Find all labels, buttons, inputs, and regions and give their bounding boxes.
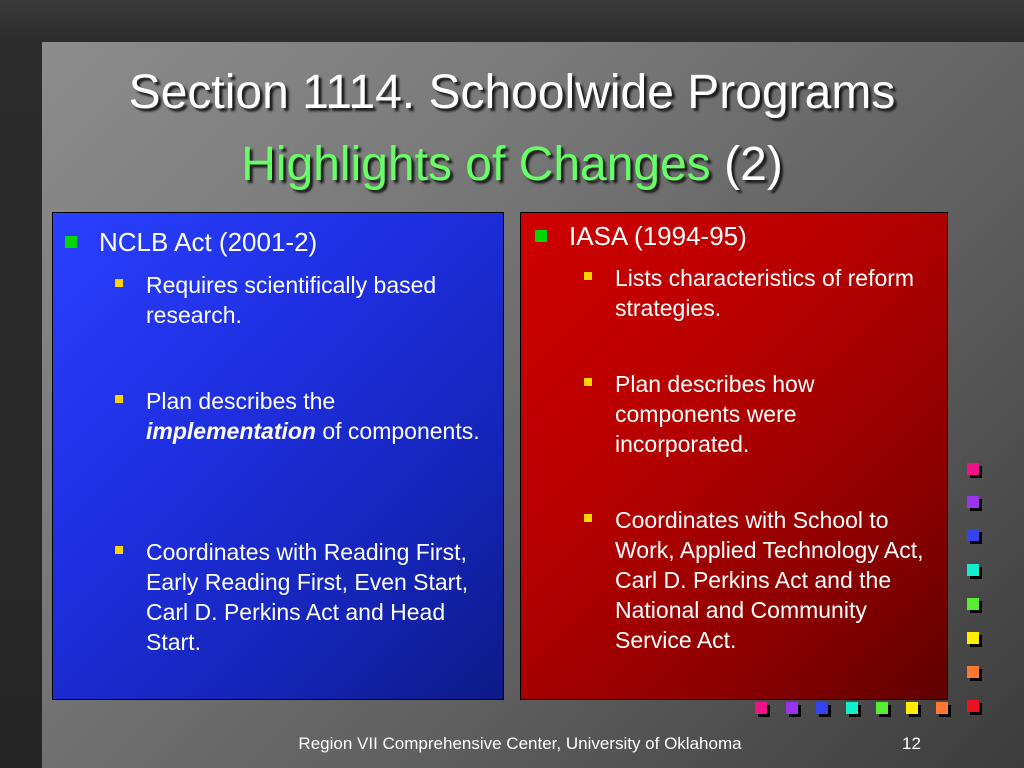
square-green-icon bbox=[876, 702, 888, 714]
square-bullet-icon bbox=[535, 230, 547, 242]
square-blue-icon bbox=[967, 529, 979, 541]
iasa-item-1 bbox=[615, 263, 925, 323]
nclb-heading: NCLB Act (2001-2) bbox=[99, 227, 318, 257]
iasa-heading: IASA (1994-95) bbox=[569, 221, 747, 251]
square-blue-icon bbox=[816, 702, 828, 714]
nclb-item-2-post: of components. bbox=[315, 418, 480, 444]
square-pink-icon bbox=[967, 463, 979, 475]
square-yellow-icon bbox=[967, 632, 979, 644]
subtitle-rest: (2) bbox=[710, 138, 783, 191]
square-orange-icon bbox=[967, 666, 979, 678]
square-bullet-icon bbox=[65, 236, 77, 248]
page-number: 12 bbox=[902, 734, 921, 753]
iasa-heading-item bbox=[569, 221, 747, 251]
nclb-item-2-emphasis: implementation bbox=[146, 418, 316, 444]
iasa-box bbox=[520, 212, 948, 700]
nclb-item-1-text: Requires scientifically based research. bbox=[146, 272, 437, 328]
nclb-item-3-text: Coordinates with Reading First, Early Reading First, Even Start, Carl D. Perkins Act and Head Start. bbox=[146, 539, 469, 655]
nclb-item-1 bbox=[146, 270, 486, 330]
square-bullet-icon bbox=[115, 395, 123, 403]
nclb-item-3 bbox=[146, 537, 491, 657]
iasa-item-1-text: Lists characteristics of reform strategies. bbox=[615, 265, 915, 321]
iasa-item-2-text: Plan describes how components were incorporated. bbox=[615, 371, 815, 457]
square-green-icon bbox=[967, 598, 979, 610]
nclb-item-2-pre: Plan describes the bbox=[146, 388, 336, 414]
square-cyan-icon bbox=[967, 564, 979, 576]
square-purple-icon bbox=[967, 496, 979, 508]
square-purple-icon bbox=[786, 702, 798, 714]
square-bullet-icon bbox=[115, 279, 123, 287]
square-pink-icon bbox=[755, 702, 767, 714]
square-cyan-icon bbox=[846, 702, 858, 714]
nclb-item-2 bbox=[146, 386, 486, 446]
subtitle-highlight: Highlights of Changes bbox=[241, 138, 711, 191]
square-orange-icon bbox=[936, 702, 948, 714]
iasa-item-2 bbox=[615, 369, 915, 459]
slide-subtitle bbox=[0, 138, 1024, 192]
nclb-box bbox=[52, 212, 504, 700]
nclb-heading-item bbox=[99, 227, 317, 257]
iasa-item-3 bbox=[615, 505, 935, 655]
square-bullet-icon bbox=[115, 546, 123, 554]
square-yellow-icon bbox=[906, 702, 918, 714]
square-red-icon bbox=[967, 700, 979, 712]
footer-text: Region VII Comprehensive Center, University of Oklahoma bbox=[298, 734, 742, 753]
square-bullet-icon bbox=[584, 272, 592, 280]
square-bullet-icon bbox=[584, 378, 592, 386]
slide-title: Section 1114. Schoolwide Programs bbox=[128, 66, 896, 119]
iasa-item-3-text: Coordinates with School to Work, Applied Technology Act, Carl D. Perkins Act and the National and Community Service Act. bbox=[615, 507, 924, 653]
square-bullet-icon bbox=[584, 514, 592, 522]
